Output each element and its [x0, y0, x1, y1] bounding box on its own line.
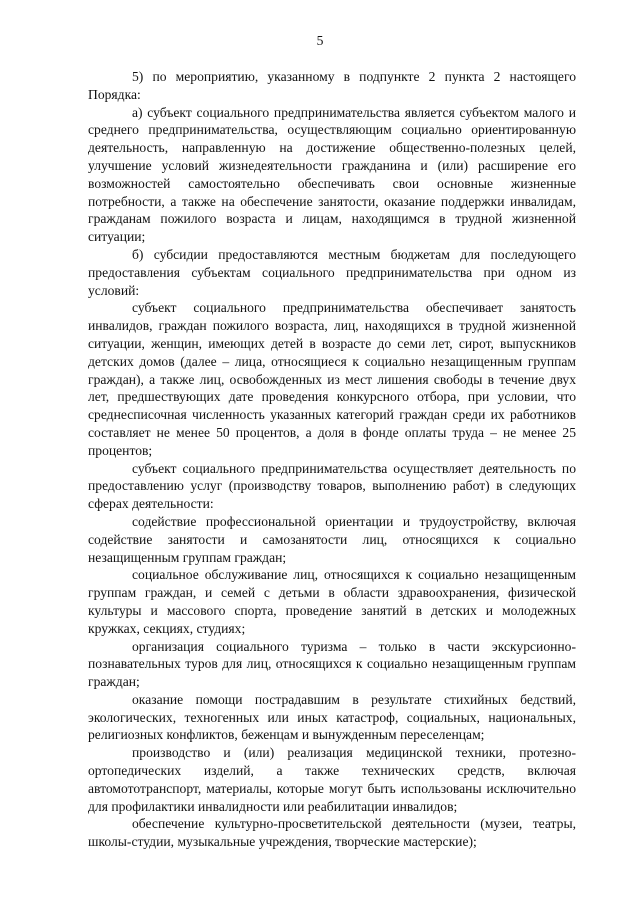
document-body	[88, 68, 576, 851]
paragraph-sphere-social-tourism: организация социального туризма – только в части экскурсионно-познавательных туров для лиц, относящихся к социально незащищенным группам граждан;	[88, 638, 576, 690]
paragraph-condition-services: субъект социального предпринимательства осуществляет деятельность по предоставлению услуг (производству товаров, выполнению работ) в следующих сферах деятельности:	[88, 460, 576, 512]
paragraph-sphere-social-service: социальное обслуживание лиц, относящихся к социально незащищенным группам граждан, и семей с детьми в области здравоохранения, физической культуры и массового спорта, проведение занятий в детских и молодежных кружках, секциях, студиях;	[88, 567, 576, 636]
paragraph-sphere-medical-equipment: производство и (или) реализация медицинской техники, протезно-ортопедических изделий, а также технических средств, включая автомототранспорт, материалы, которые могут быть использованы исключительно для профилактики инвалидности или реабилитации инвалидов;	[88, 745, 576, 814]
paragraph-sphere-disaster-aid: оказание помощи пострадавшим в результате стихийных бедствий, экологических, техногенных или иных катастроф, социальных, национальных, религиозных конфликтов, беженцам и вынужденным переселенцам;	[88, 691, 576, 743]
paragraph-subitem-a: а) субъект социального предпринимательства является субъектом малого и среднего предпринимательства, осуществляющим социально ориентированную деятельность, направленную на достижение общественно-полезных целей, улучшение условий жизнедеятельности гражданина и (или) расширение его возможностей самостоятельно обеспечивать свои основные жизненные потребности, а также на обеспечение занятости, оказание поддержки инвалидам, гражданам пожилого возраста и лицам, находящимся в трудной жизненной ситуации;	[88, 104, 576, 245]
paragraph-item-5: 5) по мероприятию, указанному в подпункте 2 пункта 2 настоящего Порядка:	[88, 69, 576, 102]
paragraph-sphere-cultural-education: обеспечение культурно-просветительской деятельности (музеи, театры, школы-студии, музыкальные учреждения, творческие мастерские);	[88, 816, 576, 850]
paragraph-sphere-employment-assistance: содействие профессиональной ориентации и трудоустройству, включая содействие занятости и самозанятости лиц, относящихся к социально незащищенным группам граждан;	[88, 513, 576, 565]
paragraph-subitem-b: б) субсидии предоставляются местным бюджетам для последующего предоставления субъектам социального предпринимательства при одном из условий:	[88, 246, 576, 298]
paragraph-condition-employment: субъект социального предпринимательства обеспечивает занятость инвалидов, граждан пожилого возраста, лиц, находящихся в трудной жизненной ситуации, женщин, имеющих детей в возрасте до семи лет, сирот, выпускников детских домов (далее – лица, относящиеся к социально незащищенным группам граждан), а также лиц, освобожденных из мест лишения свободы в течение двух лет, предшествующих дате проведения конкурсного отбора, при условии, что среднесписочная численность указанных категорий граждан среди их работников составляет не менее 50 процентов, а доля в фонде оплаты труда – не менее 25 процентов;	[88, 300, 576, 458]
page-number: 5	[316, 33, 324, 48]
